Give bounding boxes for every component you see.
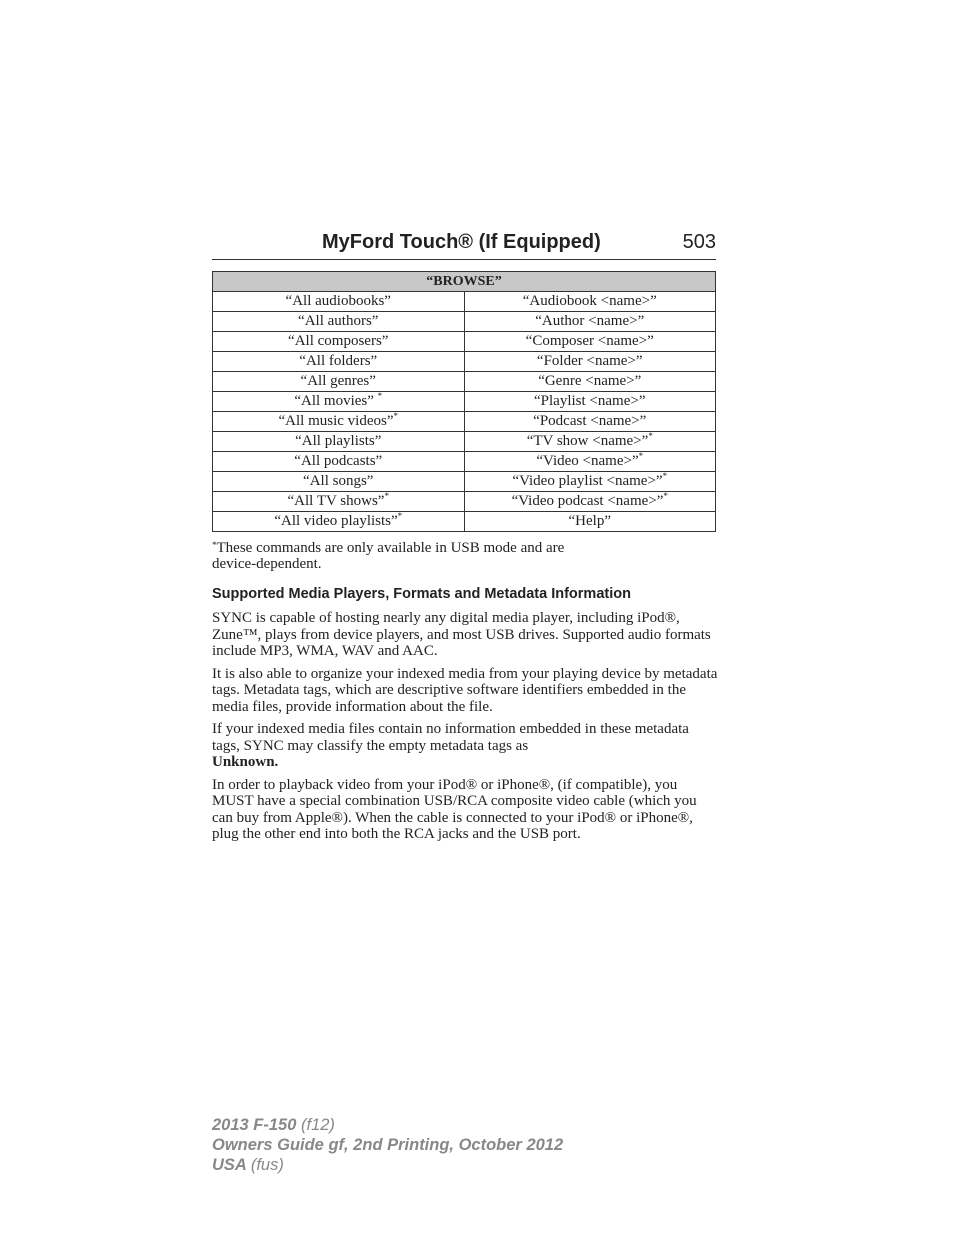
command-text: “All video playlists” (274, 513, 398, 529)
command-text: “Audiobook <name>” (522, 293, 657, 309)
command-text: “Help” (568, 513, 611, 529)
table-header-row (213, 272, 716, 292)
table-cell-right (464, 472, 716, 492)
command-text: “Composer <name>” (525, 333, 654, 349)
table-row (213, 292, 716, 312)
table-cell-left (213, 452, 465, 472)
footer-model-code: (f12) (301, 1116, 335, 1134)
command-text: “Video playlist <name>” (512, 473, 663, 489)
table-row (213, 452, 716, 472)
command-text: “All composers” (288, 333, 389, 349)
table-row (213, 432, 716, 452)
table-row (213, 372, 716, 392)
command-text: “All podcasts” (294, 453, 383, 469)
command-text: “All genres” (300, 373, 376, 389)
command-text: “TV show <name>” (526, 433, 649, 449)
table-cell-left (213, 432, 465, 452)
paragraph-unknown (212, 721, 718, 771)
table-row (213, 492, 716, 512)
command-text: “Video podcast <name>” (511, 493, 664, 509)
page-footer (212, 1115, 563, 1175)
table-cell-right (464, 492, 716, 512)
paragraph-unknown-text: If your indexed media files contain no information embedded in these metadata tags, SYNC may classify the empty metadata tags as (212, 721, 689, 754)
unknown-label: Unknown. (212, 754, 279, 770)
table-cell-left (213, 312, 465, 332)
footnote (212, 540, 716, 572)
footnote-asterisk: * (397, 511, 403, 521)
paragraph-video: In order to playback video from your iPod® or iPhone®, (if compatible), you MUST have a special combination USB/RCA composite video cable (which you can buy from Apple®). When the cable is connected to your iPod® or iPhone®, plug the other end into both the RCA jacks and the USB port. (212, 776, 697, 842)
table-row (213, 472, 716, 492)
table-cell-left (213, 372, 465, 392)
footer-model: 2013 F-150 (212, 1116, 297, 1134)
table-cell-left (213, 292, 465, 312)
table-row (213, 392, 716, 412)
browse-commands-table (212, 271, 716, 532)
table-cell-left (213, 512, 465, 532)
table-body (213, 292, 716, 532)
footer-region-line (212, 1155, 563, 1175)
table-cell-right (464, 312, 716, 332)
command-text: “All audiobooks” (285, 293, 391, 309)
footnote-asterisk: * (384, 491, 389, 501)
command-text: “All songs” (303, 473, 374, 489)
table-row (213, 412, 716, 432)
footnote-asterisk: * (662, 471, 668, 481)
table-cell-left (213, 352, 465, 372)
table-cell-right (464, 372, 716, 392)
footnote-line-1: These commands are only available in USB mode and are (216, 540, 565, 556)
paragraph-players: SYNC is capable of hosting nearly any digital media player, including iPod®, Zune™, plays from device players, and most USB drives. Supported audio formats include MP3, WMA, WAV and AAC. (212, 610, 711, 659)
table-row (213, 332, 716, 352)
page-number: 503 (682, 231, 716, 253)
footer-guide-line: Owners Guide gf, 2nd Printing, October 2012 (212, 1136, 564, 1154)
footnote-line-2: device-dependent. (212, 556, 322, 572)
command-text: “All authors” (298, 313, 379, 329)
table-cell-right (464, 392, 716, 412)
command-text: “All movies” (294, 393, 378, 409)
paragraph-metadata: It is also able to organize your indexed media from your playing device by metadata tags. Metadata tags, which are descriptive software identifiers embedded in the media files, provide information about the file. (212, 665, 718, 715)
footnote-asterisk: * (377, 391, 383, 401)
command-text: “Playlist <name>” (534, 393, 646, 409)
footnote-asterisk: * (393, 411, 398, 421)
table-cell-right (464, 412, 716, 432)
footnote-asterisk: * (648, 431, 653, 441)
table-cell-left (213, 412, 465, 432)
table-cell-left (213, 392, 465, 412)
page-title: MyFord Touch® (If Equipped) (322, 231, 601, 253)
command-text: “All playlists” (295, 433, 382, 449)
table-row (213, 312, 716, 332)
command-text: “All music videos” (278, 413, 394, 429)
command-text: “Video <name>” (536, 453, 639, 469)
command-text: “Genre <name>” (538, 373, 642, 389)
command-text: “Podcast <name>” (533, 413, 647, 429)
table-cell-left (213, 472, 465, 492)
table-cell-right (464, 352, 716, 372)
command-text: “All folders” (299, 353, 378, 369)
table-cell-right (464, 512, 716, 532)
table-cell-left (213, 332, 465, 352)
table-row (213, 512, 716, 532)
page-header (212, 229, 716, 260)
table-cell-left (213, 492, 465, 512)
table-cell-right (464, 292, 716, 312)
footnote-marker: * (212, 540, 217, 550)
command-text: “Folder <name>” (536, 353, 643, 369)
section-heading: Supported Media Players, Formats and Metadata Information (212, 586, 631, 602)
table-row (213, 352, 716, 372)
footer-region: USA (212, 1156, 247, 1174)
table-cell-right (464, 332, 716, 352)
command-text: “Author <name>” (535, 313, 645, 329)
footer-region-code: (fus) (250, 1156, 284, 1174)
footnote-asterisk: * (638, 451, 644, 461)
table-cell-right (464, 452, 716, 472)
table-heading: “BROWSE” (213, 272, 716, 292)
command-text: “All TV shows” (287, 493, 385, 509)
table-cell-right (464, 432, 716, 452)
footer-model-line (212, 1115, 563, 1135)
section-body (212, 610, 718, 849)
footnote-asterisk: * (663, 491, 668, 501)
